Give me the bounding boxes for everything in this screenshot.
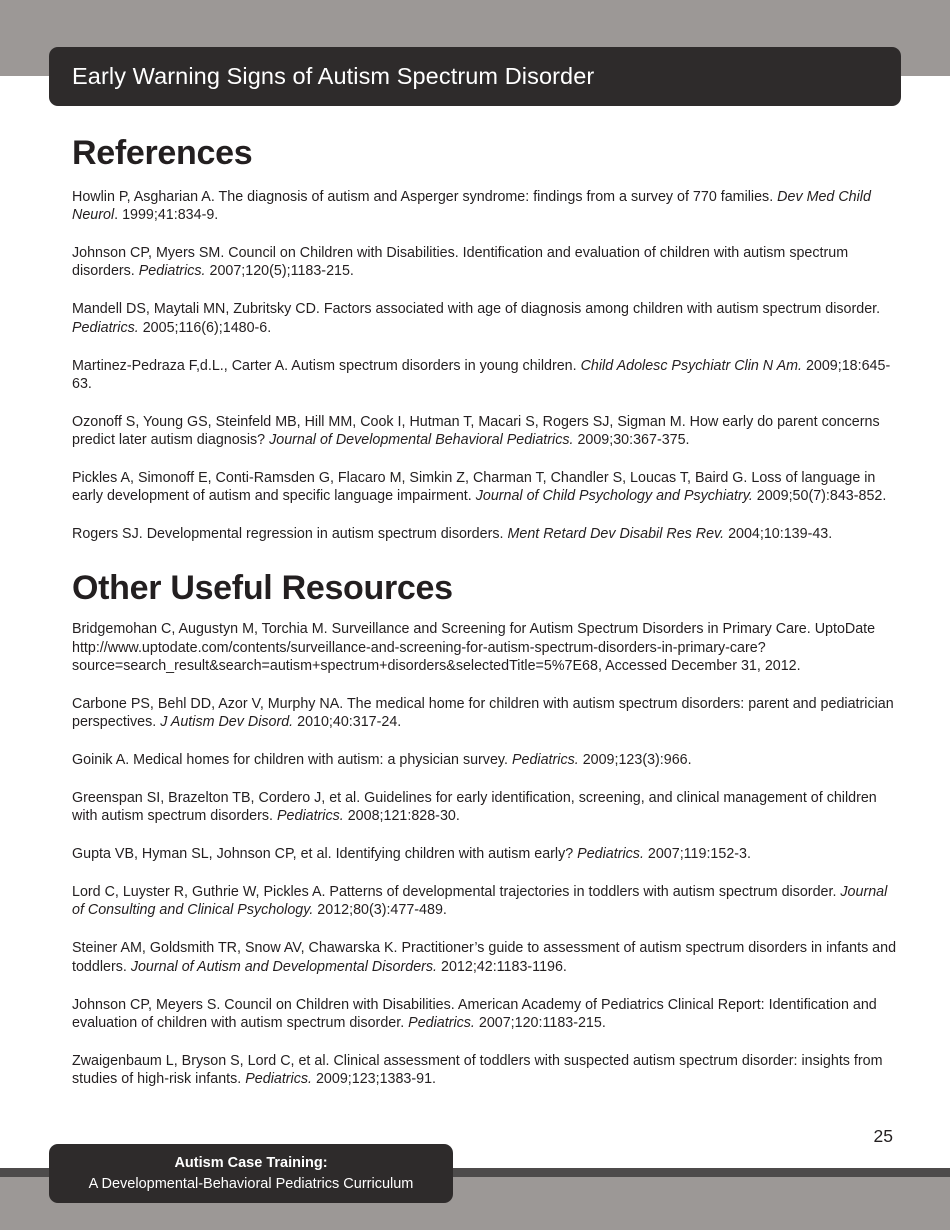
footer-subtitle: A Developmental-Behavioral Pediatrics Curriculum — [88, 1176, 414, 1192]
reference-item: Mandell DS, Maytali MN, Zubritsky CD. Factors associated with age of diagnosis among children with autism spectrum disorder. Pediatrics. 2005;116(6);1480-6. — [72, 301, 881, 336]
reference-item: Ozonoff S, Young GS, Steinfeld MB, Hill MM, Cook I, Hutman T, Macari S, Rogers SJ, Sigman M. How early do parent concerns predict later autism diagnosis? Journal of Developmental Behavioral Pediatrics. 2009;30:367-375. — [72, 413, 880, 449]
references-list — [72, 188, 898, 543]
resource-item: Johnson CP, Meyers S. Council on Children with Disabilities. American Academy of Pediatrics Clinical Report: Identification and evaluation of children with autism spectrum disorder. Pediatrics. 2007;120:1183-215. — [72, 996, 877, 1031]
page-header-title: Early Warning Signs of Autism Spectrum Disorder — [72, 63, 595, 89]
resources-list — [72, 620, 898, 1088]
resource-item: Lord C, Luyster R, Guthrie W, Pickles A. Patterns of developmental trajectories in toddlers with autism spectrum disorder. Journal of Consulting and Clinical Psychology. 2012;80(3):477-489. — [72, 884, 888, 919]
resource-item: Greenspan SI, Brazelton TB, Cordero J, et al. Guidelines for early identification, screening, and clinical management of children with autism spectrum disorders. Pediatrics. 2008;121:828-30. — [72, 790, 877, 825]
references-heading: References — [72, 134, 253, 172]
reference-item: Pickles A, Simonoff E, Conti-Ramsden G, Flacaro M, Simkin Z, Charman T, Chandler S, Loucas T, Baird G. Loss of language in early development of autism and specific language impairment. Journal of Child Psychology and Psychiatry. 2009;50(7):843-852. — [72, 470, 887, 505]
resource-item: Gupta VB, Hyman SL, Johnson CP, et al. Identifying children with autism early? Pediatrics. 2007;119:152-3. — [72, 846, 751, 863]
reference-item: Howlin P, Asgharian A. The diagnosis of autism and Asperger syndrome: findings from a survey of 770 families. Dev Med Child Neurol. 1999;41:834-9. — [72, 189, 871, 224]
header-bar — [49, 47, 901, 106]
page-number: 25 — [873, 1126, 893, 1146]
other-resources-heading: Other Useful Resources — [72, 569, 453, 608]
footer-box — [49, 1144, 453, 1203]
reference-item: Martinez-Pedraza F,d.L., Carter A. Autism spectrum disorders in young children. Child Adolesc Psychiatr Clin N Am. 2009;18:645-63. — [72, 357, 891, 392]
footer-title: Autism Case Training: — [174, 1155, 328, 1171]
resource-item: Goinik A. Medical homes for children with autism: a physician survey. Pediatrics. 2009;123(3):966. — [72, 752, 692, 769]
reference-item: Rogers SJ. Developmental regression in autism spectrum disorders. Ment Retard Dev Disabil Res Rev. 2004;10:139-43. — [72, 526, 833, 543]
resource-item: Steiner AM, Goldsmith TR, Snow AV, Chawarska K. Practitioner’s guide to assessment of autism spectrum disorders in infants and toddlers. Journal of Autism and Developmental Disorders. 2012;42:1183-1196. — [72, 940, 897, 975]
reference-item: Johnson CP, Myers SM. Council on Children with Disabilities. Identification and evaluation of children with autism spectrum disorders. Pediatrics. 2007;120(5);1183-215. — [72, 245, 849, 280]
main-content — [72, 128, 898, 1108]
resource-item: Bridgemohan C, Augustyn M, Torchia M. Surveillance and Screening for Autism Spectrum Disorders in Primary Care. UptoDate http://www.uptodate.com/contents/surveillance-and-screening-for-autism-spectrum-disorders-in-primary-care?source=search_result&search=autism+spectrum+disorders&selectedTitle=5%7E68, Accessed December 31, 2012. — [72, 621, 876, 674]
resource-item: Carbone PS, Behl DD, Azor V, Murphy NA. The medical home for children with autism spectrum disorders: parent and pediatrician perspectives. J Autism Dev Disord. 2010;40:317-24. — [72, 695, 894, 731]
resource-item: Zwaigenbaum L, Bryson S, Lord C, et al. Clinical assessment of toddlers with suspected autism spectrum disorder: insights from studies of high-risk infants. Pediatrics. 2009;123;1383-91. — [72, 1052, 883, 1088]
